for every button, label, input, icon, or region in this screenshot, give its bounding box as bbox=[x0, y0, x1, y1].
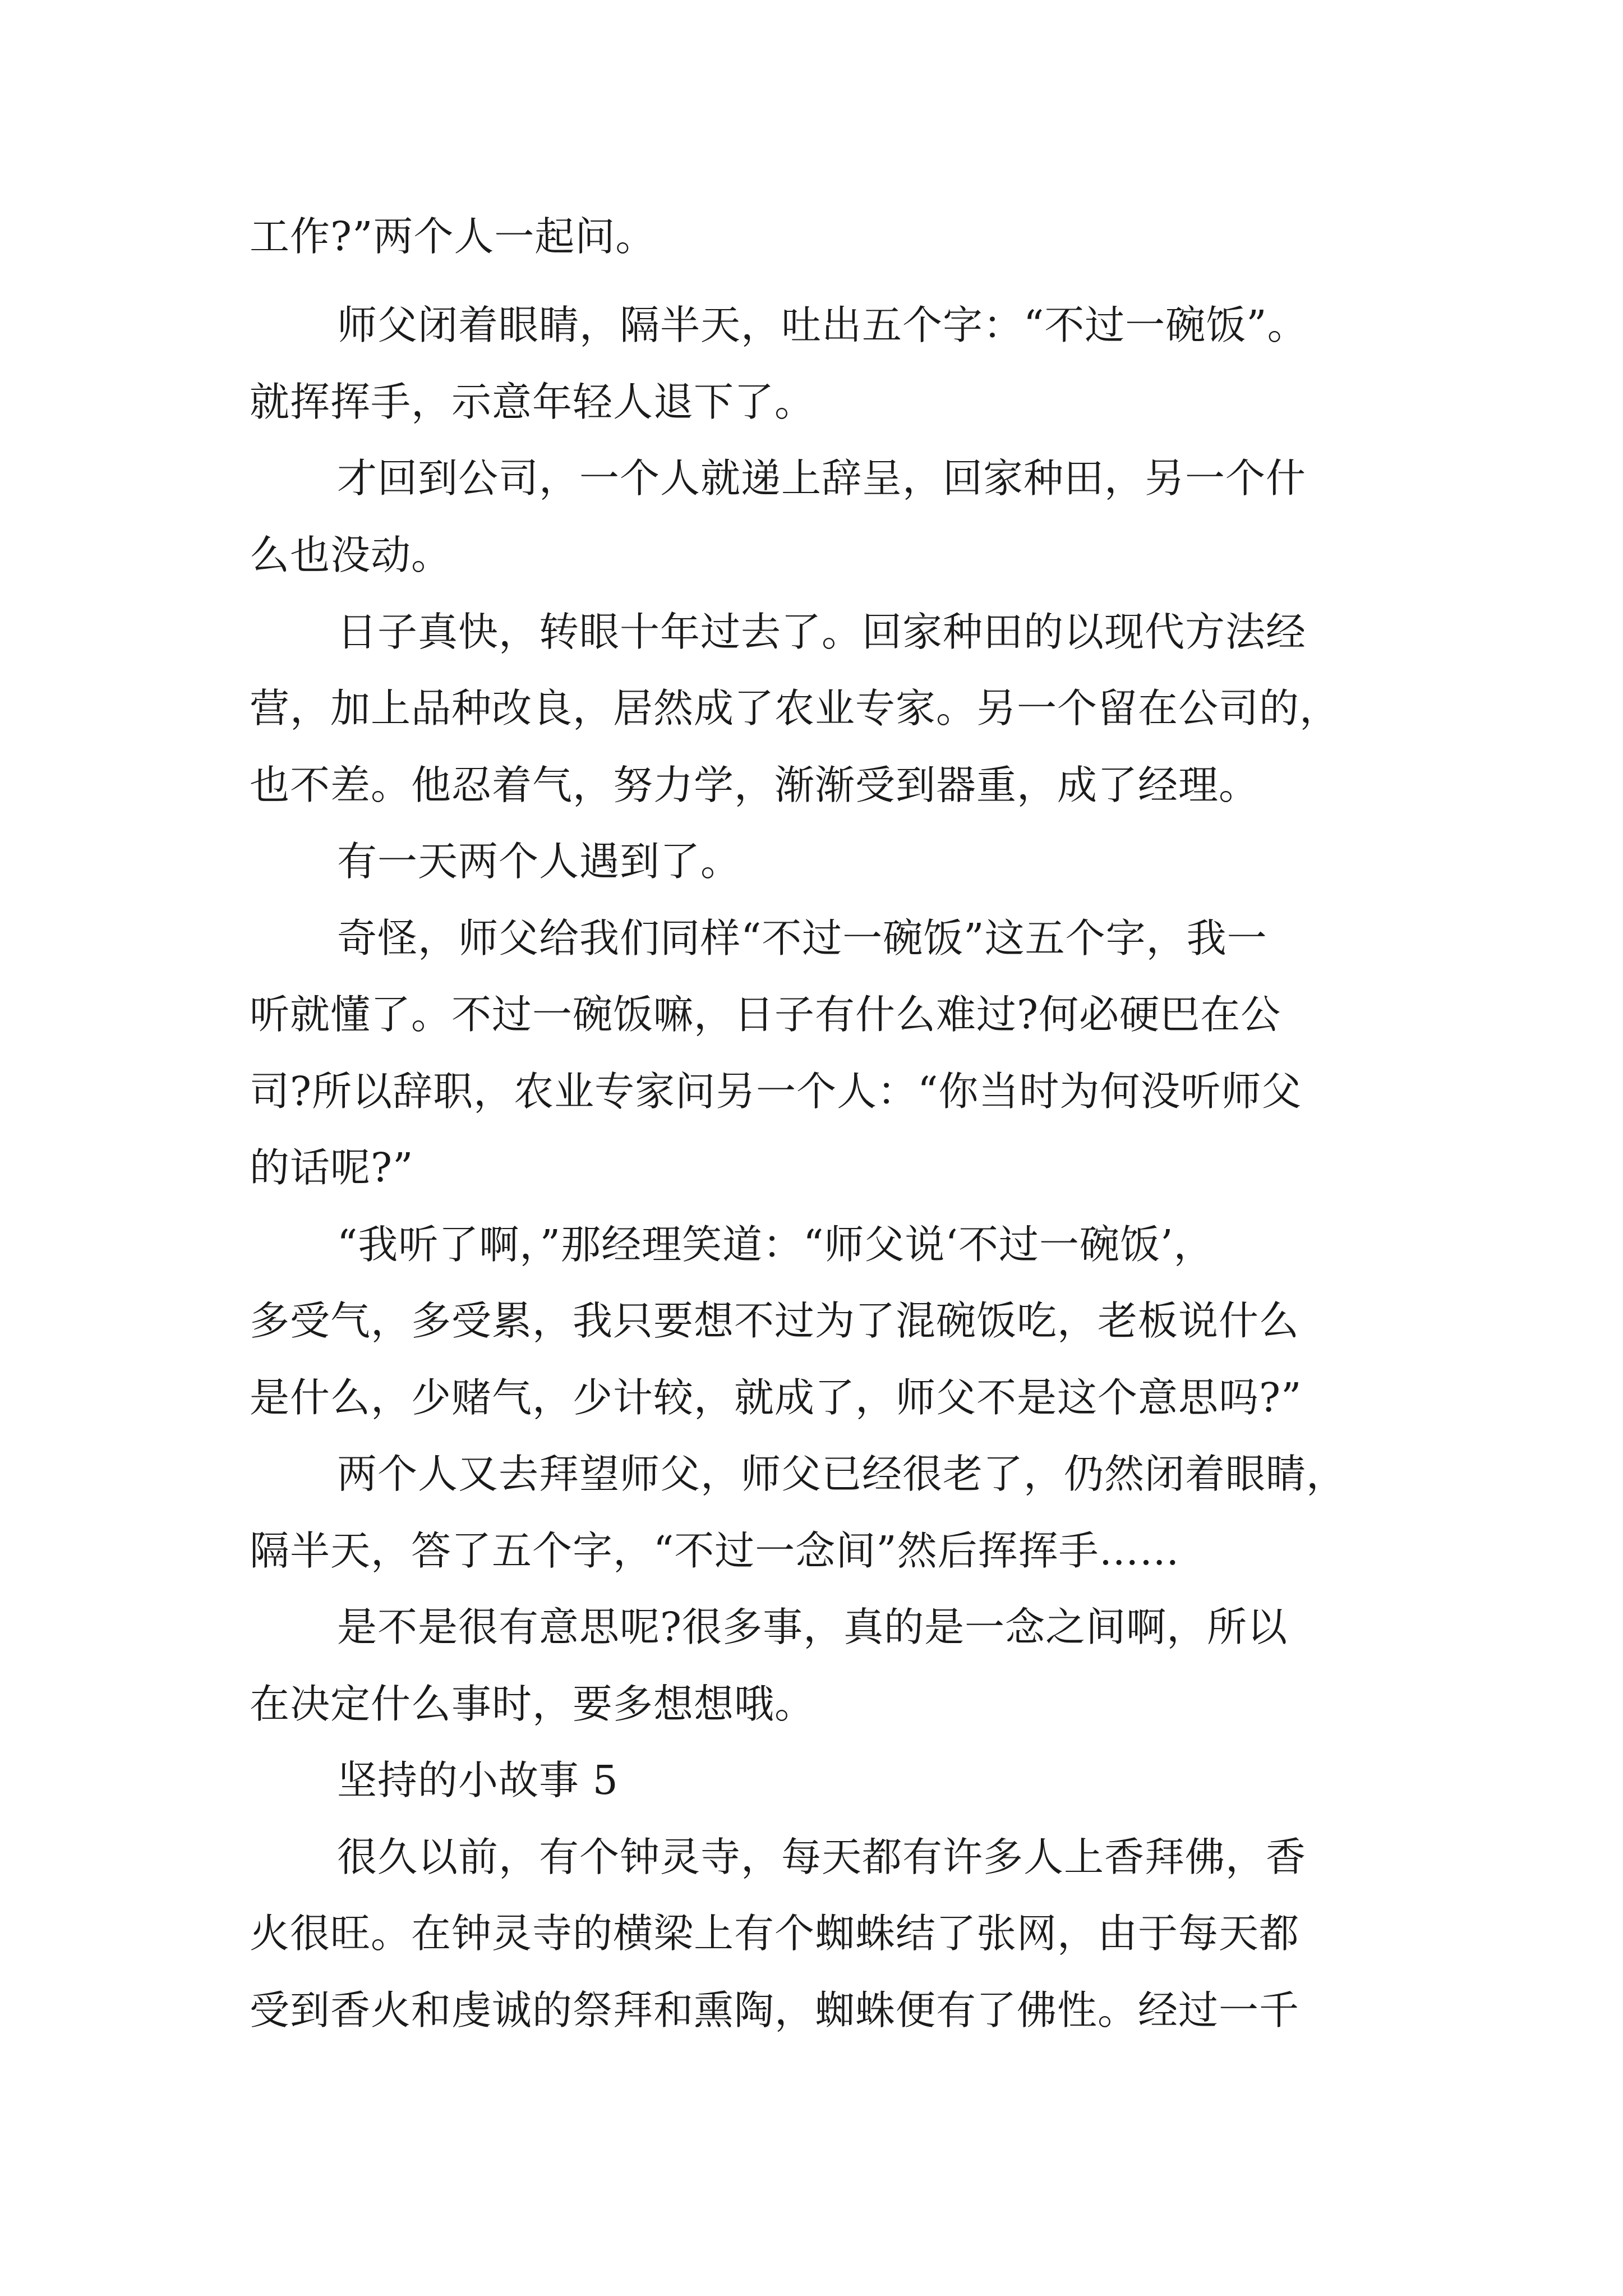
text-line: 是不是很有意思呢?很多事，真的是一念之间啊，所以 bbox=[337, 1604, 1288, 1650]
text-line: 才回到公司，一个人就递上辞呈，回家种田，另一个什 bbox=[337, 455, 1307, 501]
text-line: 营，加上品种改良，居然成了农业专家。另一个留在公司的， bbox=[250, 685, 1340, 731]
section-heading: 坚持的小故事 5 bbox=[337, 1757, 619, 1803]
text-line: 有一天两个人遇到了。 bbox=[337, 838, 741, 885]
text-line: 很久以前，有个钟灵寺，每天都有许多人上香拜佛，香 bbox=[337, 1834, 1307, 1880]
text-line: 在决定什么事时，要多想想哦。 bbox=[250, 1681, 815, 1727]
text-line: 受到香火和虔诚的祭拜和熏陶，蜘蛛便有了佛性。经过一千 bbox=[250, 1987, 1300, 2033]
text-line: 的话呢?” bbox=[250, 1144, 414, 1191]
text-line: 是什么，少赌气，少计较，就成了，师父不是这个意思吗?” bbox=[250, 1374, 1302, 1421]
text-line: 工作?”两个人一起问。 bbox=[250, 213, 656, 260]
text-line: 火很旺。在钟灵寺的横梁上有个蜘蛛结了张网，由于每天都 bbox=[250, 1910, 1300, 1957]
text-line: 两个人又去拜望师父，师父已经很老了，仍然闭着眼睛， bbox=[337, 1451, 1347, 1497]
text-line: 听就懂了。不过一碗饭嘛，日子有什么难过?何必硬巴在公 bbox=[250, 991, 1281, 1038]
text-line: “我听了啊，”那经理笑道：“师父说‘不过一碗饭’， bbox=[337, 1221, 1214, 1268]
text-line: 就挥挥手，示意年轻人退下了。 bbox=[250, 379, 815, 425]
text-line: 师父闭着眼睛，隔半天，吐出五个字：“不过一碗饭”。 bbox=[337, 302, 1308, 348]
text-line: 隔半天，答了五个字，“不过一念间”然后挥挥手…… bbox=[250, 1527, 1180, 1574]
text-line: 司?所以辞职，农业专家问另一个人：“你当时为何没听师父 bbox=[250, 1068, 1302, 1115]
text-line: 么也没动。 bbox=[250, 532, 452, 578]
text-line: 日子真快，转眼十年过去了。回家种田的以现代方法经 bbox=[337, 609, 1307, 655]
text-line: 也不差。他忍着气，努力学，渐渐受到器重，成了经理。 bbox=[250, 762, 1260, 808]
text-line: 奇怪，师父给我们同样“不过一碗饭”这五个字，我一 bbox=[337, 915, 1267, 961]
text-line: 多受气，多受累，我只要想不过为了混碗饭吃，老板说什么 bbox=[250, 1297, 1300, 1344]
